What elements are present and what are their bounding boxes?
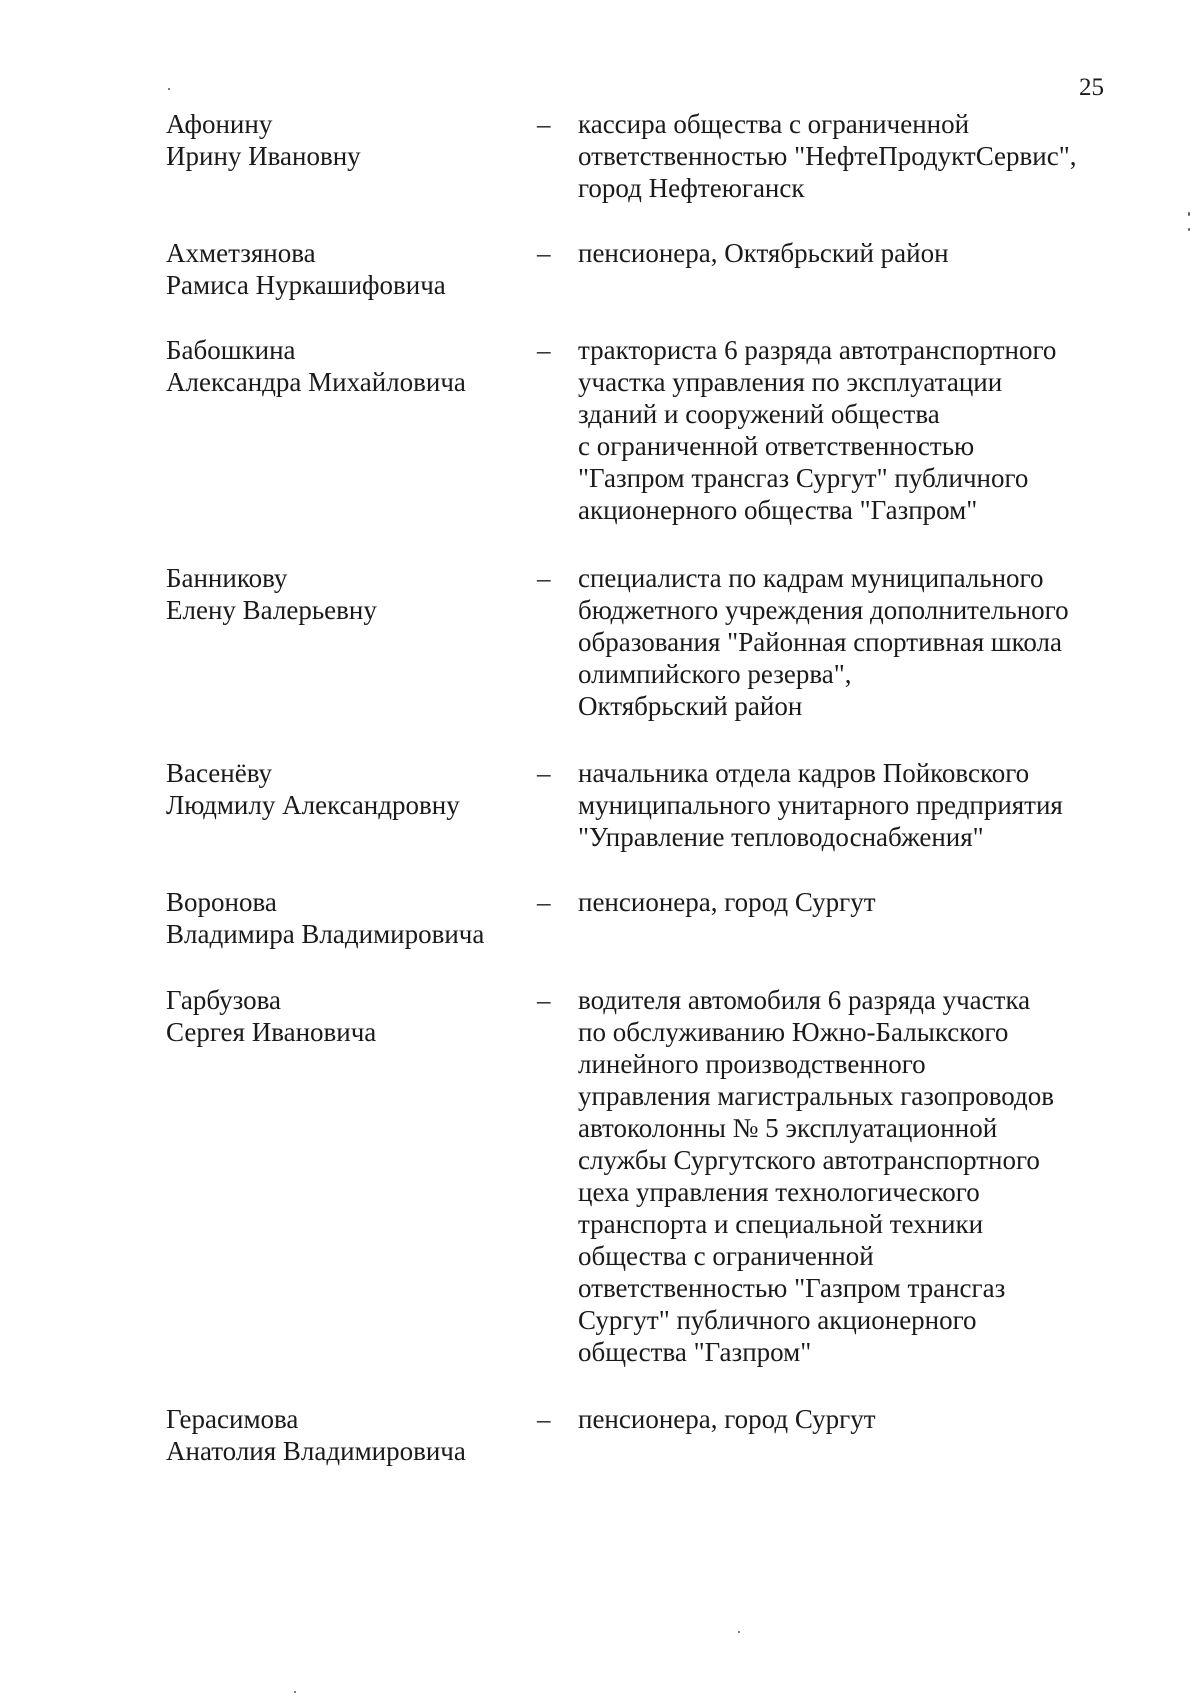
description-line: ответственностью "НефтеПродуктСервис", xyxy=(578,141,1077,171)
given-names: Владимира Владимировича xyxy=(166,919,485,949)
person-name xyxy=(166,886,526,950)
description-line: ответственностью "Газпром трансгаз xyxy=(578,1273,1006,1303)
surname: Бабошкина xyxy=(166,335,296,365)
dash: – xyxy=(537,1404,551,1434)
given-names: Рамиса Нуркашифовича xyxy=(166,270,446,300)
description-line: бюджетного учреждения дополнительного xyxy=(578,595,1069,625)
position-description xyxy=(578,984,1118,1368)
description-line: водителя автомобиля 6 разряда участка xyxy=(578,985,1031,1015)
given-names: Александра Михайловича xyxy=(166,367,466,397)
description-line: "Управление тепловодоснабжения" xyxy=(578,822,984,852)
description-line: образования "Районная спортивная школа xyxy=(578,627,1063,657)
given-names: Анатолия Владимировича xyxy=(166,1436,466,1466)
description-line: пенсионера, город Сургут xyxy=(578,1404,876,1434)
position-description xyxy=(578,334,1118,526)
surname: Герасимова xyxy=(166,1404,299,1434)
person-name xyxy=(166,984,526,1048)
description-line: тракториста 6 разряда автотранспортного xyxy=(578,335,1057,365)
surname: Васенёву xyxy=(166,758,273,788)
description-line: пенсионера, город Сургут xyxy=(578,887,876,917)
description-line: акционерного общества "Газпром" xyxy=(578,495,978,525)
position-description xyxy=(578,108,1118,204)
scan-speck xyxy=(1188,212,1190,216)
description-line: транспорта и специальной техники xyxy=(578,1209,984,1239)
scan-speck xyxy=(168,88,170,90)
surname: Воронова xyxy=(166,887,277,917)
position-description xyxy=(578,237,1118,269)
description-line: автоколонны № 5 эксплуатационной xyxy=(578,1113,998,1143)
description-line: начальника отдела кадров Пойковского xyxy=(578,758,1030,788)
person-name xyxy=(166,562,526,626)
description-line: общества с ограниченной xyxy=(578,1241,874,1271)
person-name xyxy=(166,237,526,301)
description-line: участка управления по эксплуатации xyxy=(578,367,1003,397)
description-line: олимпийского резерва", xyxy=(578,659,852,689)
description-line: пенсионера, Октябрьский район xyxy=(578,238,949,268)
dash: – xyxy=(537,563,551,593)
description-line: Октябрьский район xyxy=(578,691,803,721)
person-name xyxy=(166,108,526,172)
position-description xyxy=(578,886,1118,918)
description-line: общества "Газпром" xyxy=(578,1337,812,1367)
page-number: 25 xyxy=(1079,74,1104,101)
description-line: службы Сургутского автотранспортного xyxy=(578,1145,1040,1175)
person-name xyxy=(166,1403,526,1467)
description-line: специалиста по кадрам муниципального xyxy=(578,563,1044,593)
description-line: по обслуживанию Южно-Балыкского xyxy=(578,1017,1009,1047)
person-name xyxy=(166,757,526,821)
description-line: Сургут" публичного акционерного xyxy=(578,1305,977,1335)
dash: – xyxy=(537,109,551,139)
position-description xyxy=(578,562,1118,722)
description-line: "Газпром трансгаз Сургут" публичного xyxy=(578,463,1029,493)
description-line: линейного производственного xyxy=(578,1049,926,1079)
scan-speck xyxy=(294,1691,296,1693)
given-names: Людмилу Александровну xyxy=(166,790,460,820)
description-line: муниципального унитарного предприятия xyxy=(578,790,1063,820)
position-description xyxy=(578,1403,1118,1435)
surname: Афонину xyxy=(166,109,273,139)
description-line: с ограниченной ответственностью xyxy=(578,431,975,461)
dash: – xyxy=(537,985,551,1015)
person-name xyxy=(166,334,526,398)
position-description xyxy=(578,757,1118,853)
surname: Гарбузова xyxy=(166,985,282,1015)
scan-speck xyxy=(738,1631,740,1633)
description-line: кассира общества с ограниченной xyxy=(578,109,970,139)
dash: – xyxy=(537,758,551,788)
dash: – xyxy=(537,887,551,917)
scan-speck xyxy=(1188,228,1190,231)
surname: Ахметзянова xyxy=(166,238,316,268)
description-line: город Нефтеюганск xyxy=(578,173,805,203)
dash: – xyxy=(537,335,551,365)
description-line: зданий и сооружений общества xyxy=(578,399,940,429)
given-names: Сергея Ивановича xyxy=(166,1017,377,1047)
surname: Банникову xyxy=(166,563,288,593)
description-line: цеха управления технологического xyxy=(578,1177,980,1207)
description-line: управления магистральных газопроводов xyxy=(578,1081,1055,1111)
dash: – xyxy=(537,238,551,268)
given-names: Ирину Ивановну xyxy=(166,141,361,171)
given-names: Елену Валерьевну xyxy=(166,595,377,625)
